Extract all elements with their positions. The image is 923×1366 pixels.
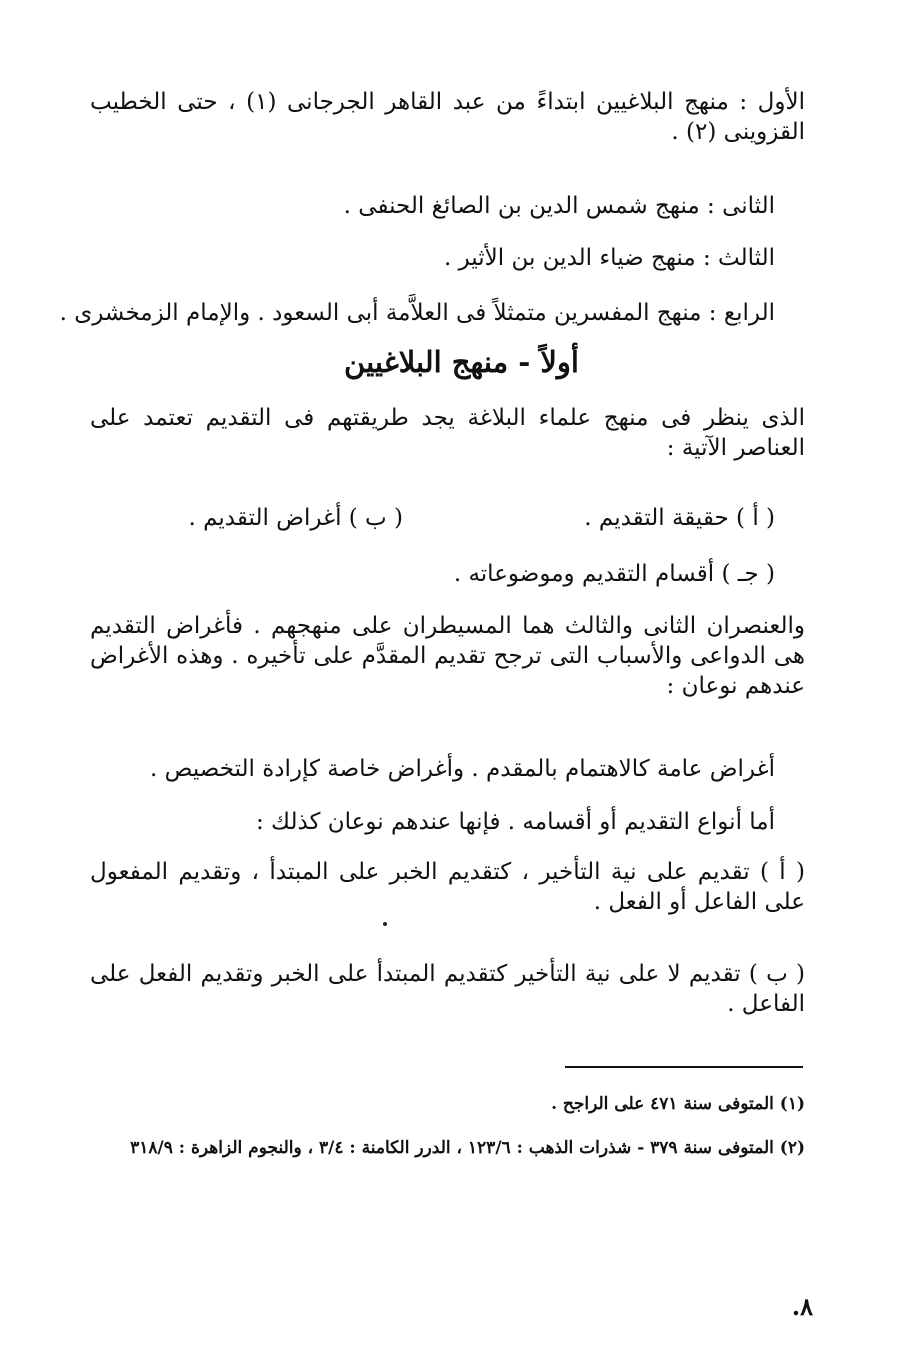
list-item-b: ( ب ) أغراض التقديم . <box>188 505 403 531</box>
paragraph-types: أما أنواع التقديم أو أقسامه . فإنها عندهم نوعان كذلك : <box>256 809 775 835</box>
paragraph-second: الثانى : منهج شمس الدين بن الصائغ الحنفى . <box>343 193 775 219</box>
paragraph-type-a: ( أ ) تقديم على نية التأخير ، كتقديم الخبر على المبتدأ ، وتقديم المفعول على الفاعل أو الفعل . <box>90 859 805 915</box>
footnote-1: (١) المتوفى سنة ٤٧١ على الراجح . <box>551 1094 805 1114</box>
paragraph-first: الأول : منهج البلاغيين ابتداءً من عبد القاهر الجرجانى (١) ، حتى الخطيب القزوينى (٢) . <box>90 89 806 145</box>
section-heading: أولاً - منهج البلاغيين <box>344 345 579 379</box>
paragraph-purposes: أغراض عامة كالاهتمام بالمقدم . وأغراض خاصة كإرادة التخصيص . <box>150 756 775 782</box>
paragraph-elements: والعنصران الثانى والثالث هما المسيطران على منهجهم . فأغراض التقديم هى الدواعى والأسباب التى ترجح تقديم المقدَّم على تأخيره . وهذه الأغراض عندهم نوعان : <box>90 613 805 699</box>
stray-dot <box>383 922 387 926</box>
paragraph-third: الثالث : منهج ضياء الدين بن الأثير . <box>443 245 775 271</box>
paragraph-intro: الذى ينظر فى منهج علماء البلاغة يجد طريقتهم فى التقديم تعتمد على العناصر الآتية : <box>90 405 805 461</box>
page-number: ٨. <box>791 1292 813 1321</box>
list-item-a: ( أ ) حقيقة التقديم . <box>584 505 775 531</box>
list-item-c: ( جـ ) أقسام التقديم وموضوعاته . <box>453 561 775 587</box>
paragraph-fourth: الرابع : منهج المفسرين متمثلاً فى العلاَّمة أبى السعود . والإمام الزمخشرى . <box>59 300 775 326</box>
footnote-separator <box>565 1066 803 1068</box>
footnote-2: (٢) المتوفى سنة ٣٧٩ - شذرات الذهب : ١٢٣/٦ ، الدرر الكامنة : ٣/٤ ، والنجوم الزاهرة : ٣١٨/٩ <box>130 1138 805 1158</box>
paragraph-type-b: ( ب ) تقديم لا على نية التأخير كتقديم المبتدأ على الخبر وتقديم الفعل على الفاعل . <box>90 961 805 1017</box>
